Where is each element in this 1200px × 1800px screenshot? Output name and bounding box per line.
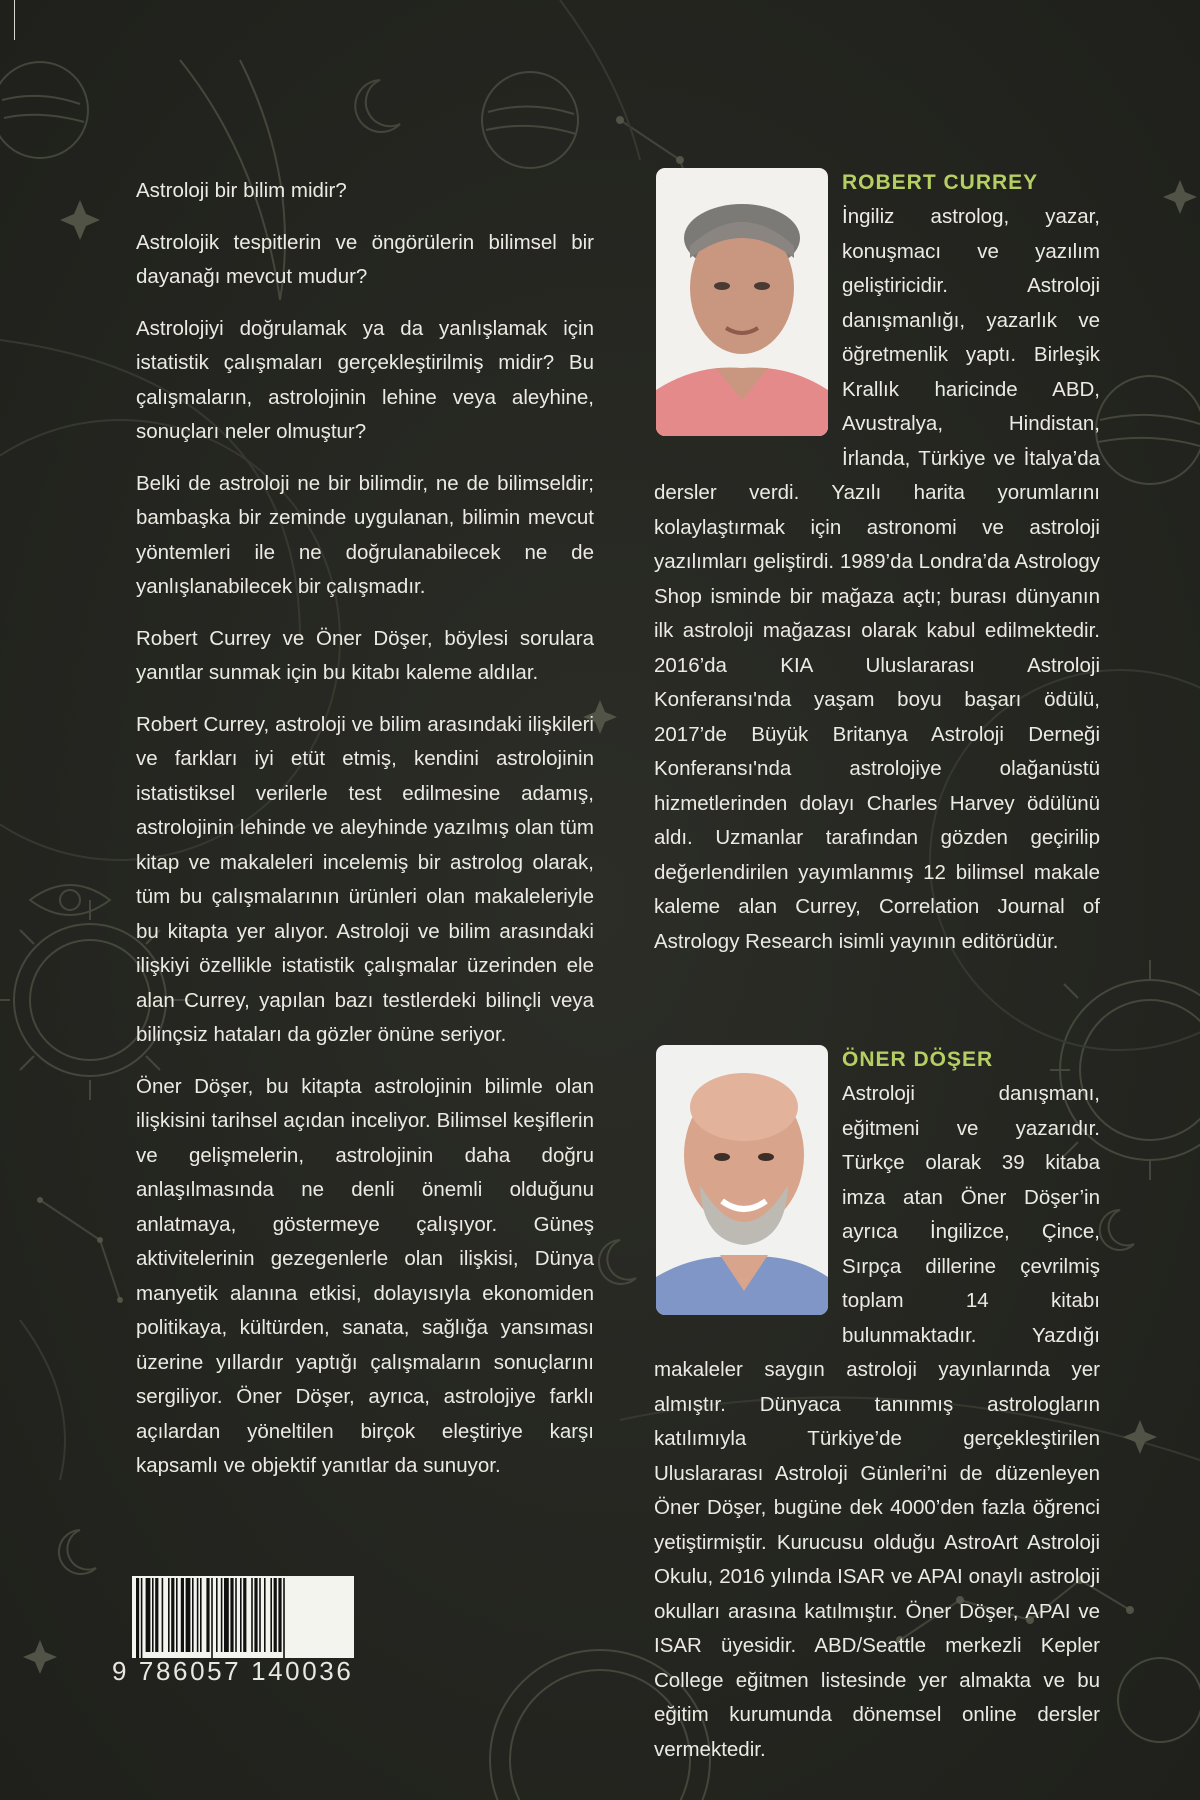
barcode-bar <box>192 1578 194 1652</box>
barcode-bar <box>146 1578 151 1652</box>
barcode-bar <box>230 1578 233 1652</box>
blurb-paragraph: Belki de astroloji ne bir bilimdir, ne de bilimseldir; bambaşka bir zeminde uygulanan, bilimin mevcut yöntemleri ile ne doğrulanabilecek ne de yanlışlanabilecek bir çalışmadır. <box>136 471 594 598</box>
barcode-bar <box>162 1578 164 1652</box>
author-photo <box>656 1045 828 1315</box>
barcode-bar <box>221 1578 223 1652</box>
barcode-bars <box>112 1576 354 1658</box>
author-name: ÖNER DÖŞER <box>842 1048 994 1071</box>
barcode-bar <box>200 1578 202 1652</box>
barcode-bar <box>254 1578 257 1652</box>
authors-column <box>654 166 1100 1767</box>
blurb-paragraph: Astroloji bir bilim midir? <box>136 179 347 202</box>
author-photo <box>656 168 828 436</box>
barcode-bar <box>141 1578 143 1658</box>
barcode-bar <box>136 1578 139 1658</box>
barcode-bar <box>171 1578 174 1652</box>
barcode-bar <box>206 1578 209 1652</box>
blurb-paragraph: Astrolojiyi doğrulamak ya da yanlışlamak için istatistik çalışmaları gerçekleştirilmiş midir? Bu çalışmaların, astrolojinin lehine veya aleyhine, sonuçları neler olmuştur? <box>136 316 594 443</box>
barcode-bar <box>274 1578 277 1652</box>
barcode-bar <box>176 1578 178 1652</box>
author-bio-text: İngiliz astrolog, yazar, konuşmacı ve yazılım geliştiricidir. Astroloji danışmanlığı, yazarlık ve öğretmenlik yaptı. Birleşik Krallık haricinde ABD, Avustralya, Hindistan, İrlanda, Türkiye ve İtalya’da dersler verdi. Yazılı harita yorumlarını kolaylaştırmak için astronomi ve astroloji yazılımları geliştirdi. 1989’da Londra’da Astrology Shop isminde bir mağaza açtı; burası dünyanın ilk astroloji mağazası olarak kabul edilmektedir. 2016’da KIA Uluslararası Astroloji Konferansı'nda yaşam boyu başarı ödülü, 2017’de Büyük Britanya Astroloji Derneği Konferansı'nda astrolojiye olağanüstü hizmetlerinden dolayı Charles Harvey ödülünü aldı. Uzmanlar tarafından gözden geçirilip değerlendirilen yayımlanmış 12 bilimsel makale kaleme alan Currey, Correlation Journal of Astrology Research isimli yayının editörüdür. <box>654 205 1100 953</box>
barcode-bar <box>197 1578 199 1652</box>
isbn-number: 9 786057 140036 <box>112 1656 354 1686</box>
barcode-bar <box>278 1578 281 1652</box>
barcode-bar <box>211 1578 213 1658</box>
author-bio <box>654 166 1100 959</box>
author-bio <box>654 1043 1100 1767</box>
blurb-paragraph: Robert Currey, astroloji ve bilim arasındaki ilişkileri ve farkları iyi etüt etmiş, kendini astrolojinin istatistiksel verilerle test edilmesine adamış, astrolojinin lehinde ve aleyhinde yazılmış olan tüm kitap ve makaleleri incelemiş bir astrolog olarak, tüm bu çalışmalarının ürünleri olan makaleleriyle bu kitapta yer alıyor. Astroloji ve bilim arasındaki ilişkiyi özellikle istatistik çalışmalar üzerinden ele alan Currey, yapılan bazı testlerdeki bilinçli veya bilinçsiz hataları da gözler önüne seriyor. <box>136 712 594 1046</box>
blurb-paragraph: Astrolojik tespitlerin ve öngörülerin bilimsel bir dayanağı mevcut mudur? <box>136 230 594 288</box>
barcode-bar <box>216 1578 218 1652</box>
barcode-bar <box>264 1578 266 1652</box>
blurb-column <box>136 174 594 1501</box>
blurb-paragraph: Öner Döşer, bu kitapta astrolojinin bilimle olan ilişkisini tarihsel açıdan inceliyor. Bilimsel keşiflerin ve gelişmelerin, astrolojinin daha doğru anlaşılmasında ne denli önemli olduğunu anlatmaya, göstermeye çalışıyor. Güneş aktivitelerinin gezegenlerle olan ilişkisi, Dünya manyetik alanına etkisi, dolayısıyla ekonomiden politikaya, kültürden, sanata, sağlığa yansıması üzerine yıllardır yaptığı çalışmaların sonuçlarını sergiliyor. Öner Döşer, ayrıca, astrolojiye farklı açılardan yöneltilen birçok eleştiriye karşı kapsamlı ve objektif yanıtlar da sunuyor. <box>136 1074 594 1477</box>
barcode-bar <box>152 1578 154 1652</box>
barcode-bar <box>168 1578 170 1652</box>
author-name: ROBERT CURREY <box>842 171 1039 194</box>
barcode-bar <box>155 1578 158 1652</box>
barcode-bar <box>251 1578 253 1652</box>
barcode-bar <box>240 1578 242 1652</box>
barcode-bar <box>186 1578 191 1652</box>
crop-mark <box>0 0 15 40</box>
barcode-bar <box>283 1578 285 1658</box>
barcode-bar <box>259 1578 261 1652</box>
isbn-barcode <box>112 1576 354 1686</box>
blurb-paragraph: Robert Currey ve Öner Döşer, böylesi sorulara yanıtlar sunmak için bu kitabı kaleme aldılar. <box>136 626 594 684</box>
author-bio-text: Astroloji danışmanı, eğitmeni ve yazarıdır. Türkçe olarak 39 kitaba imza atan Öner Döşer’in ayrıca İngilizce, Çince, Sırpça dillerine çevrilmiş toplam 14 kitabı bulunmaktadır. Yazdığı makaleler saygın astroloji yayınlarında yer almıştır. Dünyaca tanınmış astrologların katılımıyla Türkiye’de gerçekleştirilen Uluslararası Astroloji Günleri’ni de düzenleyen Öner Döşer, bugüne dek 4000’den fazla öğrenci yetiştirmiştir. Kurucusu olduğu AstroArt Astroloji Okulu, 2016 yılında ISAR ve APAI onaylı astroloji okulları arasına katılmıştır. Öner Döşer, APAI ve ISAR üyesidir. ABD/Seattle merkezli Kepler College eğitmen listesinde yer almakta ve bu eğitim kurumunda dönemsel online dersler vermektedir. <box>654 1082 1100 1761</box>
barcode-bar <box>235 1578 237 1652</box>
barcode-bar <box>243 1578 246 1652</box>
barcode-bar <box>224 1578 229 1652</box>
barcode-bar <box>181 1578 184 1652</box>
barcode-bar <box>270 1578 272 1652</box>
